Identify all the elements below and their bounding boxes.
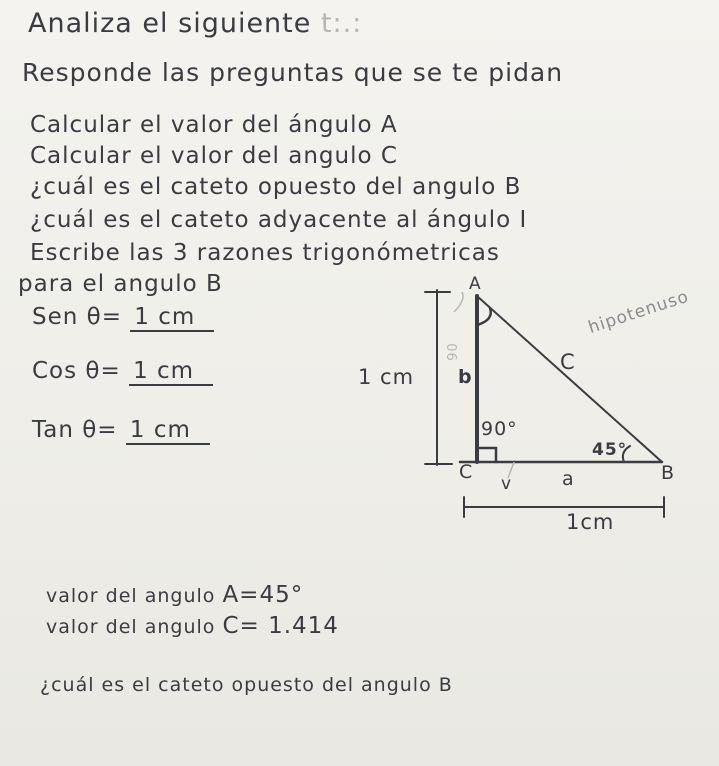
right-angle-marker bbox=[477, 448, 496, 462]
small-v-label: v bbox=[501, 474, 513, 494]
vertex-a-label: A bbox=[469, 274, 482, 294]
side-a-label: a bbox=[562, 468, 575, 490]
sine-label: Sen θ= bbox=[32, 304, 122, 330]
cosine-value: 1 cm bbox=[129, 358, 213, 386]
answer-a-value: A=45° bbox=[222, 582, 304, 608]
question-trig-ratios: Escribe las 3 razones trigonómetricas bbox=[30, 240, 500, 266]
answer-question-b: ¿cuál es el cateto opuesto del angulo B bbox=[40, 674, 453, 696]
tangent-label: Tan θ= bbox=[32, 417, 118, 443]
instruction-line-2: Responde las preguntas que se te pidan bbox=[22, 58, 564, 87]
question-opposite-leg: ¿cuál es el cateto opuesto del angulo B bbox=[30, 174, 522, 200]
angle-b-label: 45° bbox=[592, 440, 628, 460]
cosine-label: Cos θ= bbox=[32, 358, 121, 384]
left-measure-label: 1 cm bbox=[358, 365, 415, 389]
tangent-value: 1 cm bbox=[126, 417, 210, 445]
hypotenuse-label: hipotenuso bbox=[585, 286, 692, 338]
answer-c-label: valor del angulo bbox=[46, 616, 216, 638]
question-angle-b: para el angulo B bbox=[18, 271, 223, 297]
vertex-c-label: C bbox=[459, 461, 474, 483]
question-angle-c: Calcular el valor del angulo C bbox=[30, 143, 398, 169]
answer-angle-a bbox=[46, 582, 303, 608]
bottom-measure-label: 1cm bbox=[566, 510, 615, 534]
right-angle-label: 90° bbox=[481, 418, 518, 440]
answer-c-value: C= 1.414 bbox=[222, 613, 339, 639]
question-angle-a: Calcular el valor del ángulo A bbox=[30, 112, 398, 138]
faint-90-label: 90 bbox=[445, 342, 461, 361]
angle-a-arc bbox=[477, 308, 491, 325]
vertex-b-label: B bbox=[661, 462, 676, 484]
faint-scribble: t:.: bbox=[320, 8, 363, 39]
question-adjacent-leg: ¿cuál es el cateto adyacente al ángulo I bbox=[30, 207, 528, 233]
faint-arc-mark bbox=[454, 292, 463, 312]
side-b-label: b bbox=[458, 366, 473, 388]
instruction-text: Analiza el siguiente bbox=[28, 8, 312, 39]
answer-a-label: valor del angulo bbox=[46, 585, 216, 607]
sine-value: 1 cm bbox=[130, 304, 214, 332]
side-c-label: C bbox=[560, 350, 576, 374]
answer-angle-c bbox=[46, 613, 339, 639]
